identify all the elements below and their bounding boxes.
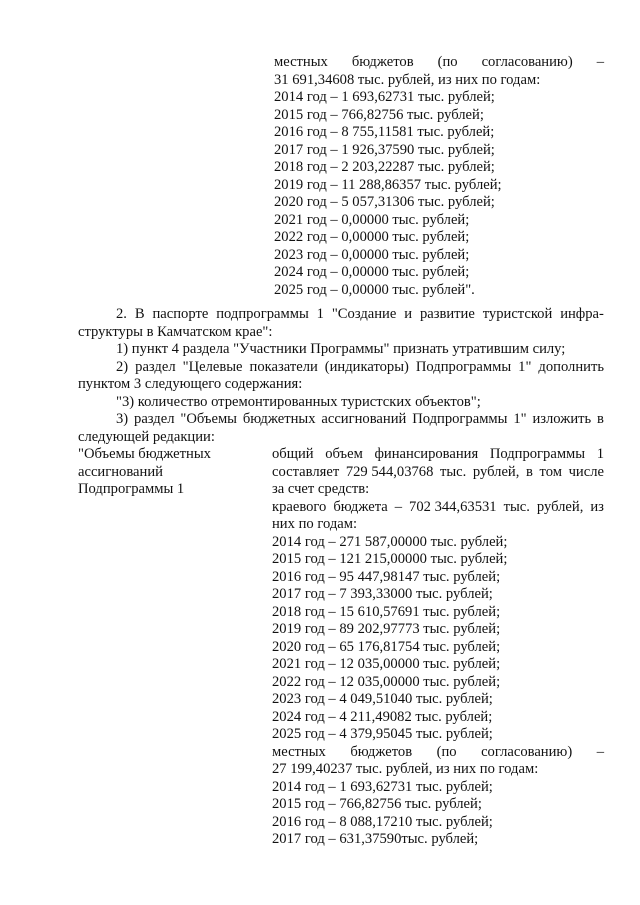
word: 2. [116, 306, 127, 322]
local-budget-block-top [274, 54, 604, 299]
word: бюджетных [242, 411, 316, 427]
year-line: 2014 год – 1 693,62731 тыс. рублей; [274, 89, 495, 105]
section2-item2-line2: пунктом 3 следующего содержания: [78, 376, 303, 392]
word: краевого [272, 498, 327, 515]
local-budget-header [274, 54, 604, 72]
local-budget-total: 27 199,40237 тыс. рублей, из них по годам: [272, 761, 539, 777]
word: 1" [513, 411, 527, 427]
word: том [539, 463, 562, 480]
year-line: 2025 год – 0,00000 тыс. рублей". [274, 281, 475, 298]
word: 702 344,63531 [409, 498, 497, 515]
word: и [404, 306, 413, 322]
word: "Целевые [182, 358, 243, 375]
year-line: 2015 год – 766,82756 тыс. рублей; [272, 796, 482, 812]
word: (индикаторы) [324, 358, 409, 375]
year-line: 2015 год – 121 215,00000 тыс. рублей; [272, 551, 508, 567]
word: рублей, [536, 498, 584, 515]
year-line: 2017 год – 631,37590тыс. рублей; [272, 831, 479, 847]
year-line: 2021 год – 12 035,00000 тыс. рублей; [272, 656, 501, 672]
word: 1 [316, 306, 324, 322]
word: – [596, 743, 604, 760]
year-line: 2019 год – 89 202,97773 тыс. рублей; [272, 621, 501, 637]
word: инфра- [560, 306, 604, 322]
word: паспорте [152, 306, 209, 322]
year-line: 2025 год – 4 379,95045 тыс. рублей; [272, 726, 493, 742]
left-cell-line: ассигнований [78, 463, 163, 480]
word: "Создание [331, 306, 397, 322]
word: раздел [134, 411, 175, 427]
year-line: 2023 год – 4 049,51040 тыс. рублей; [272, 691, 493, 707]
right-line4 [272, 499, 604, 517]
table-left-cell [78, 446, 258, 499]
word: 1" [518, 358, 532, 375]
table-right-cell [272, 446, 604, 849]
section2-para1-line2: структуры в Камчатском крае": [78, 323, 273, 340]
year-line: 2017 год – 1 926,37590 тыс. рублей; [274, 141, 495, 158]
word: показатели [249, 358, 318, 375]
local-budget-header [272, 744, 604, 762]
word: раздел [135, 358, 176, 375]
year-line: 2014 год – 271 587,00000 тыс. рублей; [272, 533, 508, 550]
word: тыс. [439, 463, 467, 480]
right-line2 [272, 464, 604, 482]
year-line: 2016 год – 95 447,98147 тыс. рублей; [272, 568, 501, 585]
word: – [596, 54, 604, 70]
word: (по [436, 743, 457, 760]
word: В [134, 306, 145, 322]
section-2 [78, 306, 604, 446]
year-line: 2014 год – 1 693,62731 тыс. рублей; [272, 778, 493, 795]
right-line5: них по годам: [272, 516, 358, 532]
word: изложить [532, 411, 592, 427]
year-line: 2017 год – 7 393,33000 тыс. рублей; [272, 586, 493, 602]
word: местных [274, 54, 328, 70]
year-line: 2022 год – 0,00000 тыс. рублей; [274, 229, 470, 245]
word: ассигнований [321, 411, 407, 427]
word: согласованию) [481, 54, 573, 70]
word: Подпрограммы [412, 411, 508, 427]
year-line: 2019 год – 11 288,86357 тыс. рублей; [274, 176, 502, 193]
word: (по [437, 54, 458, 70]
year-line: 2018 год – 15 610,57691 тыс. рублей; [272, 603, 501, 620]
year-line: 2022 год – 12 035,00000 тыс. рублей; [272, 673, 501, 690]
year-line: 2024 год – 0,00000 тыс. рублей; [274, 264, 470, 280]
word: бюджета [333, 498, 388, 515]
year-line: 2021 год – 0,00000 тыс. рублей; [274, 211, 470, 228]
word: 2) [116, 358, 129, 375]
word: – [394, 498, 403, 515]
word: "Объемы [180, 411, 237, 427]
word: общий [272, 446, 314, 462]
word: Подпрограммы [489, 446, 586, 462]
year-line: 2016 год – 8 755,11581 тыс. рублей; [274, 124, 495, 140]
word: из [590, 498, 604, 515]
section2-item1: 1) пункт 4 раздела "Участники Программы" признать утратившим силу; [116, 341, 566, 357]
year-line: 2023 год – 0,00000 тыс. рублей; [274, 246, 470, 263]
word: туристской [482, 306, 553, 322]
year-line: 2016 год – 8 088,17210 тыс. рублей; [272, 813, 493, 830]
word: в [526, 463, 533, 480]
word: в [597, 411, 604, 427]
right-line3: за счет средств: [272, 481, 370, 497]
word: финансирования [374, 446, 479, 462]
year-line: 2024 год – 4 211,49082 тыс. рублей; [272, 708, 493, 725]
year-line: 2015 год – 766,82756 тыс. рублей; [274, 106, 484, 123]
word: тыс. [503, 498, 530, 515]
year-line: 2020 год – 5 057,31306 тыс. рублей; [274, 194, 495, 210]
word: 3) [116, 411, 129, 427]
year-line: 2018 год – 2 203,22287 тыс. рублей; [274, 159, 495, 175]
word: 729 544,03768 [345, 463, 434, 480]
local-budget-total: 31 691,34608 тыс. рублей, из них по годам: [274, 71, 541, 88]
section2-para1-line1 [78, 306, 604, 324]
word: бюджетов [351, 54, 414, 70]
right-line1 [272, 446, 604, 464]
word: объем [325, 446, 363, 462]
section2-item2-line1 [78, 359, 604, 377]
word: бюджетов [350, 743, 413, 760]
word: развитие [419, 306, 475, 322]
section2-item3-line1 [78, 411, 604, 429]
left-cell-line: "Объемы бюджетных [78, 446, 211, 462]
word: подпрограммы [216, 306, 309, 322]
word: согласованию) [481, 743, 573, 760]
year-line: 2020 год – 65 176,81754 тыс. рублей; [272, 638, 501, 655]
section2-item3-line2: следующей редакции: [78, 428, 215, 445]
section2-quote: "3) количество отремонтированных туристских объектов"; [116, 393, 481, 410]
word: числе [568, 463, 604, 480]
left-cell-line: Подпрограммы 1 [78, 481, 185, 497]
word: Подпрограммы [415, 358, 512, 375]
word: местных [272, 743, 326, 760]
word: рублей, [472, 463, 520, 480]
word: дополнить [538, 358, 604, 375]
word: составляет [272, 463, 340, 480]
word: 1 [596, 446, 604, 462]
